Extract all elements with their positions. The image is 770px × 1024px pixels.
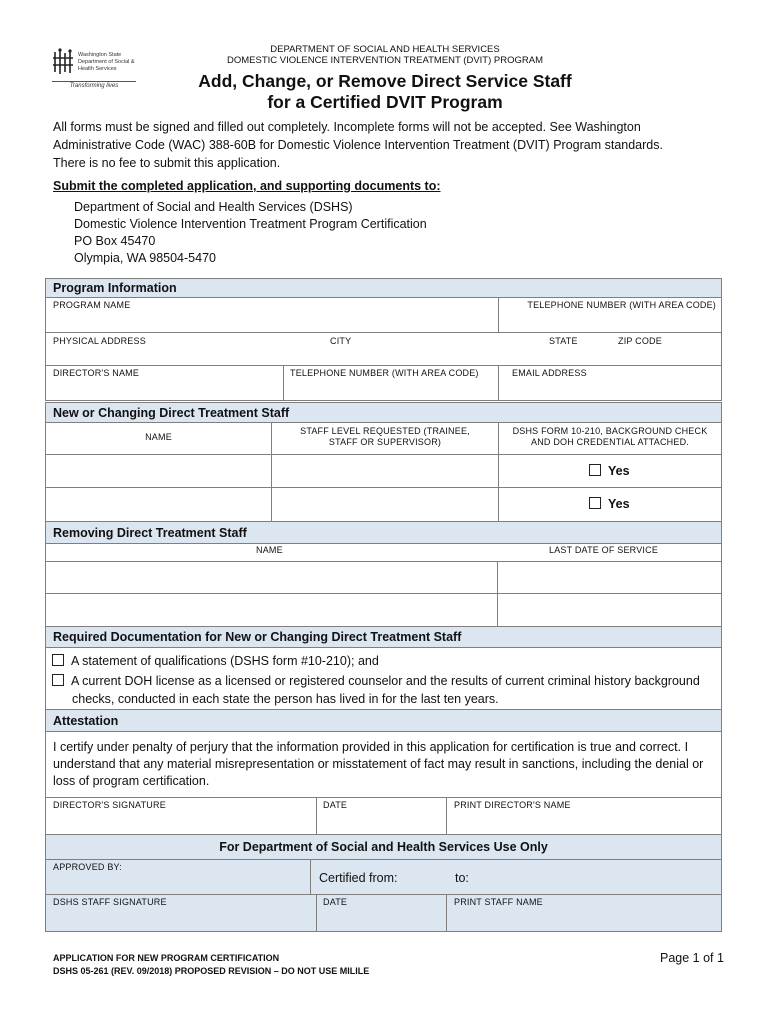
staff-level-header bbox=[271, 422, 499, 455]
removing-name-input-1[interactable] bbox=[45, 561, 498, 594]
attestation-heading: Attestation bbox=[45, 709, 722, 732]
checkbox-icon[interactable] bbox=[589, 497, 601, 509]
mailing-address bbox=[74, 199, 427, 267]
title-line-1: Add, Change, or Remove Direct Service Staff bbox=[198, 71, 572, 91]
dshs-logo-icon bbox=[52, 48, 74, 76]
attestation-line-1: I certify under penalty of perjury that the information provided in this application for certification is true and correct. I bbox=[53, 740, 689, 754]
dshs-use-heading-cell bbox=[45, 834, 722, 860]
zip-label: ZIP CODE bbox=[618, 336, 662, 346]
certified-dates-field[interactable] bbox=[310, 859, 722, 895]
last-date-input-1[interactable] bbox=[497, 561, 722, 594]
last-date-label: LAST DATE OF SERVICE bbox=[549, 545, 659, 555]
form-attached-line-2: AND DOH CREDENTIAL ATTACHED. bbox=[531, 437, 689, 447]
form-title bbox=[150, 71, 620, 113]
form-attached-label bbox=[499, 426, 721, 448]
removing-name-input-2[interactable] bbox=[45, 593, 498, 627]
checkbox-icon[interactable] bbox=[52, 654, 64, 666]
address-line: Department of Social and Health Services (DSHS) bbox=[74, 200, 353, 214]
address-line: PO Box 45470 bbox=[74, 234, 156, 248]
yes-checkbox-2[interactable] bbox=[589, 497, 630, 511]
directors-signature-field[interactable] bbox=[45, 797, 317, 835]
required-doc-item-2 bbox=[52, 672, 720, 708]
form-footer bbox=[53, 952, 369, 978]
telephone-label-2: TELEPHONE NUMBER (WITH AREA CODE) bbox=[290, 368, 479, 378]
certified-from-label: Certified from: bbox=[319, 871, 398, 885]
address-inputs[interactable] bbox=[45, 332, 722, 366]
col-name-label: NAME bbox=[145, 432, 172, 442]
yes-label: Yes bbox=[608, 497, 630, 511]
checkbox-icon[interactable] bbox=[589, 464, 601, 476]
email-label: EMAIL ADDRESS bbox=[512, 368, 587, 378]
dshs-logo bbox=[52, 46, 136, 94]
email-field[interactable] bbox=[498, 365, 722, 401]
intro-line-3: There is no fee to submit this application. bbox=[53, 156, 281, 170]
directors-name-label: DIRECTOR'S NAME bbox=[53, 368, 140, 378]
print-directors-name-label: PRINT DIRECTOR'S NAME bbox=[454, 800, 571, 810]
staff-signature-field[interactable] bbox=[45, 894, 317, 932]
form-attached-cell-1 bbox=[498, 454, 722, 488]
print-staff-name-field[interactable] bbox=[446, 894, 722, 932]
form-attached-cell-2 bbox=[498, 487, 722, 522]
footer-line-1: APPLICATION FOR NEW PROGRAM CERTIFICATION bbox=[53, 953, 280, 963]
new-staff-name-header bbox=[45, 422, 272, 455]
program-name-label: PROGRAM NAME bbox=[53, 300, 131, 310]
intro-text bbox=[53, 118, 723, 172]
intro-line-1: All forms must be signed and filled out completely. Incomplete forms will not be accepted. See Washington bbox=[53, 120, 641, 134]
dept-line-2: DOMESTIC VIOLENCE INTERVENTION TREATMENT (DVIT) PROGRAM bbox=[227, 55, 543, 66]
required-doc-text-2b: checks, conducted in each state the person has lived in for the last ten years. bbox=[72, 692, 499, 706]
submit-heading: Submit the completed application, and supporting documents to: bbox=[53, 179, 441, 193]
required-doc-text-2a: A current DOH license as a licensed or registered counselor and the results of current criminal history background bbox=[71, 674, 700, 688]
new-staff-name-input-2[interactable] bbox=[45, 487, 272, 522]
form-attached-line-1: DSHS FORM 10-210, BACKGROUND CHECK bbox=[512, 426, 708, 436]
print-staff-name-label: PRINT STAFF NAME bbox=[454, 897, 543, 907]
dshs-date-label: DATE bbox=[323, 897, 348, 907]
checkbox-icon[interactable] bbox=[52, 674, 64, 686]
directors-name-field[interactable] bbox=[45, 365, 284, 401]
new-staff-heading: New or Changing Direct Treatment Staff bbox=[45, 402, 722, 423]
staff-level-label bbox=[272, 426, 498, 448]
dshs-date-field[interactable] bbox=[316, 894, 447, 932]
state-label: STATE bbox=[549, 336, 578, 346]
dshs-use-heading: For Department of Social and Health Services Use Only bbox=[219, 840, 548, 854]
staff-level-line-2: STAFF OR SUPERVISOR) bbox=[328, 437, 442, 447]
required-doc-text-1: A statement of qualifications (DSHS form #10-210); and bbox=[71, 654, 379, 668]
logo-agency-text: Washington State Department of Social & Health Services bbox=[78, 52, 135, 72]
yes-label: Yes bbox=[608, 464, 630, 478]
staff-level-line-1: STAFF LEVEL REQUESTED (TRAINEE, bbox=[300, 426, 470, 436]
attestation-date-label: DATE bbox=[323, 800, 348, 810]
footer-line-2: DSHS 05-261 (REV. 09/2018) PROPOSED REVISION – DO NOT USE MILILE bbox=[53, 966, 370, 976]
address-line: Olympia, WA 98504-5470 bbox=[74, 251, 216, 265]
removing-staff-heading: Removing Direct Treatment Staff bbox=[45, 521, 722, 544]
physical-address-label: PHYSICAL ADDRESS bbox=[53, 336, 146, 346]
certified-to-label: to: bbox=[455, 871, 469, 885]
dept-line-1: DEPARTMENT OF SOCIAL AND HEALTH SERVICES bbox=[270, 44, 500, 55]
print-directors-name-field[interactable] bbox=[446, 797, 722, 835]
required-doc-item-1 bbox=[52, 652, 720, 670]
attestation-line-3: loss of program certification. bbox=[53, 774, 210, 788]
approved-by-field[interactable] bbox=[45, 859, 311, 895]
department-header bbox=[180, 44, 590, 66]
logo-tagline: Transforming lives bbox=[52, 81, 136, 89]
page-number: Page 1 of 1 bbox=[660, 951, 724, 965]
address-line: Domestic Violence Intervention Treatment Program Certification bbox=[74, 217, 427, 231]
removing-staff-header-row bbox=[45, 543, 722, 561]
directors-signature-label: DIRECTOR'S SIGNATURE bbox=[53, 800, 166, 810]
required-docs-heading: Required Documentation for New or Changing Direct Treatment Staff bbox=[45, 626, 722, 648]
city-label: CITY bbox=[330, 336, 352, 346]
program-name-field[interactable] bbox=[45, 297, 499, 333]
form-attached-header bbox=[498, 422, 722, 455]
telephone-field-2[interactable] bbox=[283, 365, 499, 401]
attestation-line-2: understand that any material misrepresentation or misstatement of fact may result in sanctions, including the denial or bbox=[53, 757, 704, 771]
new-staff-name-input-1[interactable] bbox=[45, 454, 272, 488]
staff-signature-label: DSHS STAFF SIGNATURE bbox=[53, 897, 167, 907]
staff-level-input-1[interactable] bbox=[271, 454, 499, 488]
approved-by-label: APPROVED BY: bbox=[53, 862, 122, 872]
program-info-heading: Program Information bbox=[45, 278, 722, 298]
telephone-field[interactable] bbox=[498, 297, 722, 333]
staff-level-input-2[interactable] bbox=[271, 487, 499, 522]
attestation-date-field[interactable] bbox=[316, 797, 447, 835]
last-date-input-2[interactable] bbox=[497, 593, 722, 627]
title-line-2: for a Certified DVIT Program bbox=[267, 92, 503, 112]
telephone-label: TELEPHONE NUMBER (WITH AREA CODE) bbox=[527, 300, 716, 310]
yes-checkbox-1[interactable] bbox=[589, 464, 630, 478]
removing-name-label: NAME bbox=[256, 545, 283, 555]
attestation-text bbox=[53, 739, 719, 790]
intro-line-2: Administrative Code (WAC) 388-60B for Domestic Violence Intervention Treatment (DVIT) Program standards. bbox=[53, 138, 663, 152]
